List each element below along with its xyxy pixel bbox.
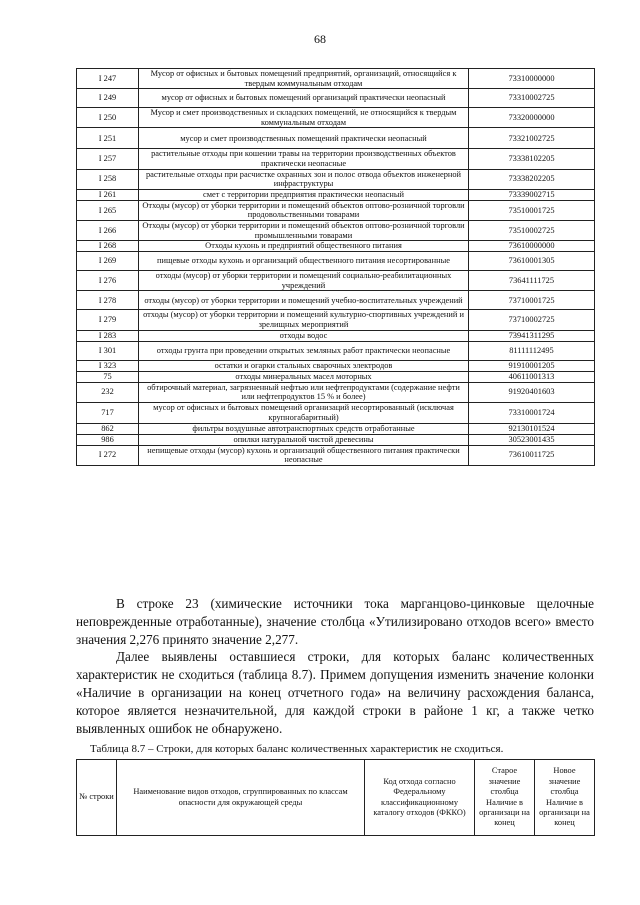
waste-name-cell: мусор и смет производственных помещений практически неопасный xyxy=(139,128,469,149)
waste-name-cell: фильтры воздушные автотранспортных средств отработанные xyxy=(139,423,469,434)
table-row xyxy=(77,149,595,169)
waste-codes-table xyxy=(76,68,595,466)
row-number-cell: I 283 xyxy=(77,330,139,341)
table-8-7 xyxy=(76,759,595,836)
table-row xyxy=(77,241,595,252)
table-row xyxy=(77,169,595,189)
waste-code-cell: 73510002725 xyxy=(469,220,595,240)
waste-code-cell: 73710002725 xyxy=(469,310,595,330)
waste-code-cell: 73310001724 xyxy=(469,402,595,423)
table-row xyxy=(77,310,595,330)
table-row xyxy=(77,371,595,382)
waste-name-cell: отходы минеральных масел моторных xyxy=(139,371,469,382)
waste-codes-table-body xyxy=(77,69,595,466)
waste-name-cell: Отходы (мусор) от уборки территории и помещений объектов оптово-розничной торговли продовольственными товарами xyxy=(139,200,469,220)
waste-code-cell: 73641111725 xyxy=(469,271,595,291)
waste-code-cell: 40611001313 xyxy=(469,371,595,382)
table-row xyxy=(77,423,595,434)
waste-code-cell: 73610001305 xyxy=(469,252,595,271)
waste-name-cell: мусор от офисных и бытовых помещений организаций несортированный (исключая крупногабаритный) xyxy=(139,402,469,423)
table-row xyxy=(77,200,595,220)
waste-code-cell: 73941311295 xyxy=(469,330,595,341)
table-row xyxy=(77,360,595,371)
waste-code-cell: 73610011725 xyxy=(469,445,595,465)
table-row xyxy=(77,128,595,149)
row-number-cell: I 301 xyxy=(77,341,139,360)
row-number-cell: 717 xyxy=(77,402,139,423)
row-number-cell: I 265 xyxy=(77,200,139,220)
row-number-cell: I 266 xyxy=(77,220,139,240)
row-number-cell: 232 xyxy=(77,382,139,402)
header-fkko-code: Код отхода согласно Федеральному классификационному каталогу отходов (ФККО) xyxy=(365,760,475,836)
table-row xyxy=(77,89,595,108)
table-row xyxy=(77,330,595,341)
row-number-cell: I 257 xyxy=(77,149,139,169)
table-8-7-caption: Таблица 8.7 – Строки, для которых баланс количественных характеристик не сходиться. xyxy=(90,743,504,755)
row-number-cell: I 247 xyxy=(77,69,139,89)
row-number-cell: 862 xyxy=(77,423,139,434)
table-row xyxy=(77,445,595,465)
page-number: 68 xyxy=(314,32,326,46)
row-number-cell: I 278 xyxy=(77,291,139,310)
row-number-cell: I 249 xyxy=(77,89,139,108)
waste-name-cell: растительные отходы при расчистке охранных зон и полос отвода объектов инженерной инфраструктуры xyxy=(139,169,469,189)
table-row xyxy=(77,271,595,291)
table-row xyxy=(77,341,595,360)
waste-name-cell: мусор от офисных и бытовых помещений организаций практически неопасный xyxy=(139,89,469,108)
waste-name-cell: отходы (мусор) от уборки территории и помещений учебно-воспитательных учреждений xyxy=(139,291,469,310)
paragraph-row-23-correction: В строке 23 (химические источники тока марганцово-цинковые щелочные неповрежденные отработанные), значение столбца «Утилизировано отходов всего» вместо значения 2,276 принято значение 2,277. xyxy=(76,596,594,647)
table-8-7-header-row xyxy=(77,760,595,836)
waste-name-cell: Отходы кухонь и предприятий общественного питания xyxy=(139,241,469,252)
table-row xyxy=(77,220,595,240)
header-waste-name: Наименование видов отходов, сгруппированных по классам опасности для окружающей среды xyxy=(117,760,365,836)
waste-name-cell: отходы (мусор) от уборки территории и помещений социально-реабилитационных учреждений xyxy=(139,271,469,291)
row-number-cell: I 258 xyxy=(77,169,139,189)
waste-code-cell: 73339002715 xyxy=(469,189,595,200)
table-row xyxy=(77,108,595,128)
row-number-cell: I 268 xyxy=(77,241,139,252)
header-new-value: Новое значение столбца Наличие в организаци на конец xyxy=(535,760,595,836)
waste-name-cell: пищевые отходы кухонь и организаций общественного питания несортированные xyxy=(139,252,469,271)
waste-name-cell: Отходы (мусор) от уборки территории и помещений объектов оптово-розничной торговли промышленными товарами xyxy=(139,220,469,240)
waste-name-cell: отходы (мусор) от уборки территории и помещений культурно-спортивных учреждений и зрелищных мероприятий xyxy=(139,310,469,330)
header-row-number: № строки xyxy=(77,760,117,836)
waste-code-cell: 92130101524 xyxy=(469,423,595,434)
waste-name-cell: смет с территории предприятия практически неопасный xyxy=(139,189,469,200)
waste-code-cell: 91910001205 xyxy=(469,360,595,371)
table-row xyxy=(77,291,595,310)
waste-code-cell: 30523001435 xyxy=(469,434,595,445)
waste-name-cell: Мусор от офисных и бытовых помещений предприятий, организаций, относящийся к твердым коммунальным отходам xyxy=(139,69,469,89)
table-row xyxy=(77,382,595,402)
table-row xyxy=(77,434,595,445)
header-old-value: Старое значение столбца Наличие в организаци на конец xyxy=(475,760,535,836)
waste-code-cell: 73321002725 xyxy=(469,128,595,149)
waste-code-cell: 73510001725 xyxy=(469,200,595,220)
row-number-cell: I 272 xyxy=(77,445,139,465)
waste-code-cell: 73310000000 xyxy=(469,69,595,89)
row-number-cell: 986 xyxy=(77,434,139,445)
waste-code-cell: 73710001725 xyxy=(469,291,595,310)
waste-name-cell: Мусор и смет производственных и складских помещений, не относящийся к твердым коммунальным отходам xyxy=(139,108,469,128)
row-number-cell: I 276 xyxy=(77,271,139,291)
row-number-cell: I 251 xyxy=(77,128,139,149)
waste-name-cell: опилки натуральной чистой древесины xyxy=(139,434,469,445)
row-number-cell: 75 xyxy=(77,371,139,382)
waste-name-cell: обтирочный материал, загрязненный нефтью или нефтепродуктами (содержание нефти или нефтепродуктов 15 % и более) xyxy=(139,382,469,402)
waste-code-cell: 91920401603 xyxy=(469,382,595,402)
waste-code-cell: 73320000000 xyxy=(469,108,595,128)
waste-code-cell: 73310002725 xyxy=(469,89,595,108)
waste-name-cell: растительные отходы при кошении травы на территории производственных объектов практически неопасные xyxy=(139,149,469,169)
waste-name-cell: отходы водос xyxy=(139,330,469,341)
waste-code-cell: 73338102205 xyxy=(469,149,595,169)
paragraph-balance-mismatch: Далее выявлены оставшиеся строки, для которых баланс количественных характеристик не сходиться (таблица 8.7). Примем допущения изменить значение колонки «Наличие в организации на конец отчетного года» на величину расхождения баланса, которое является незначительной, для каждой строки в районе 1 кг, а также четко выявленных ошибок не обнаружено. xyxy=(76,649,594,736)
table-row xyxy=(77,189,595,200)
row-number-cell: I 279 xyxy=(77,310,139,330)
waste-name-cell: остатки и огарки стальных сварочных электродов xyxy=(139,360,469,371)
table-row xyxy=(77,402,595,423)
table-row xyxy=(77,69,595,89)
row-number-cell: I 323 xyxy=(77,360,139,371)
waste-code-cell: 81111112495 xyxy=(469,341,595,360)
row-number-cell: I 261 xyxy=(77,189,139,200)
table-row xyxy=(77,252,595,271)
waste-code-cell: 73338202205 xyxy=(469,169,595,189)
waste-name-cell: непищевые отходы (мусор) кухонь и организаций общественного питания практически неопасные xyxy=(139,445,469,465)
row-number-cell: I 250 xyxy=(77,108,139,128)
waste-name-cell: отходы грунта при проведении открытых земляных работ практически неопасные xyxy=(139,341,469,360)
waste-code-cell: 73610000000 xyxy=(469,241,595,252)
row-number-cell: I 269 xyxy=(77,252,139,271)
